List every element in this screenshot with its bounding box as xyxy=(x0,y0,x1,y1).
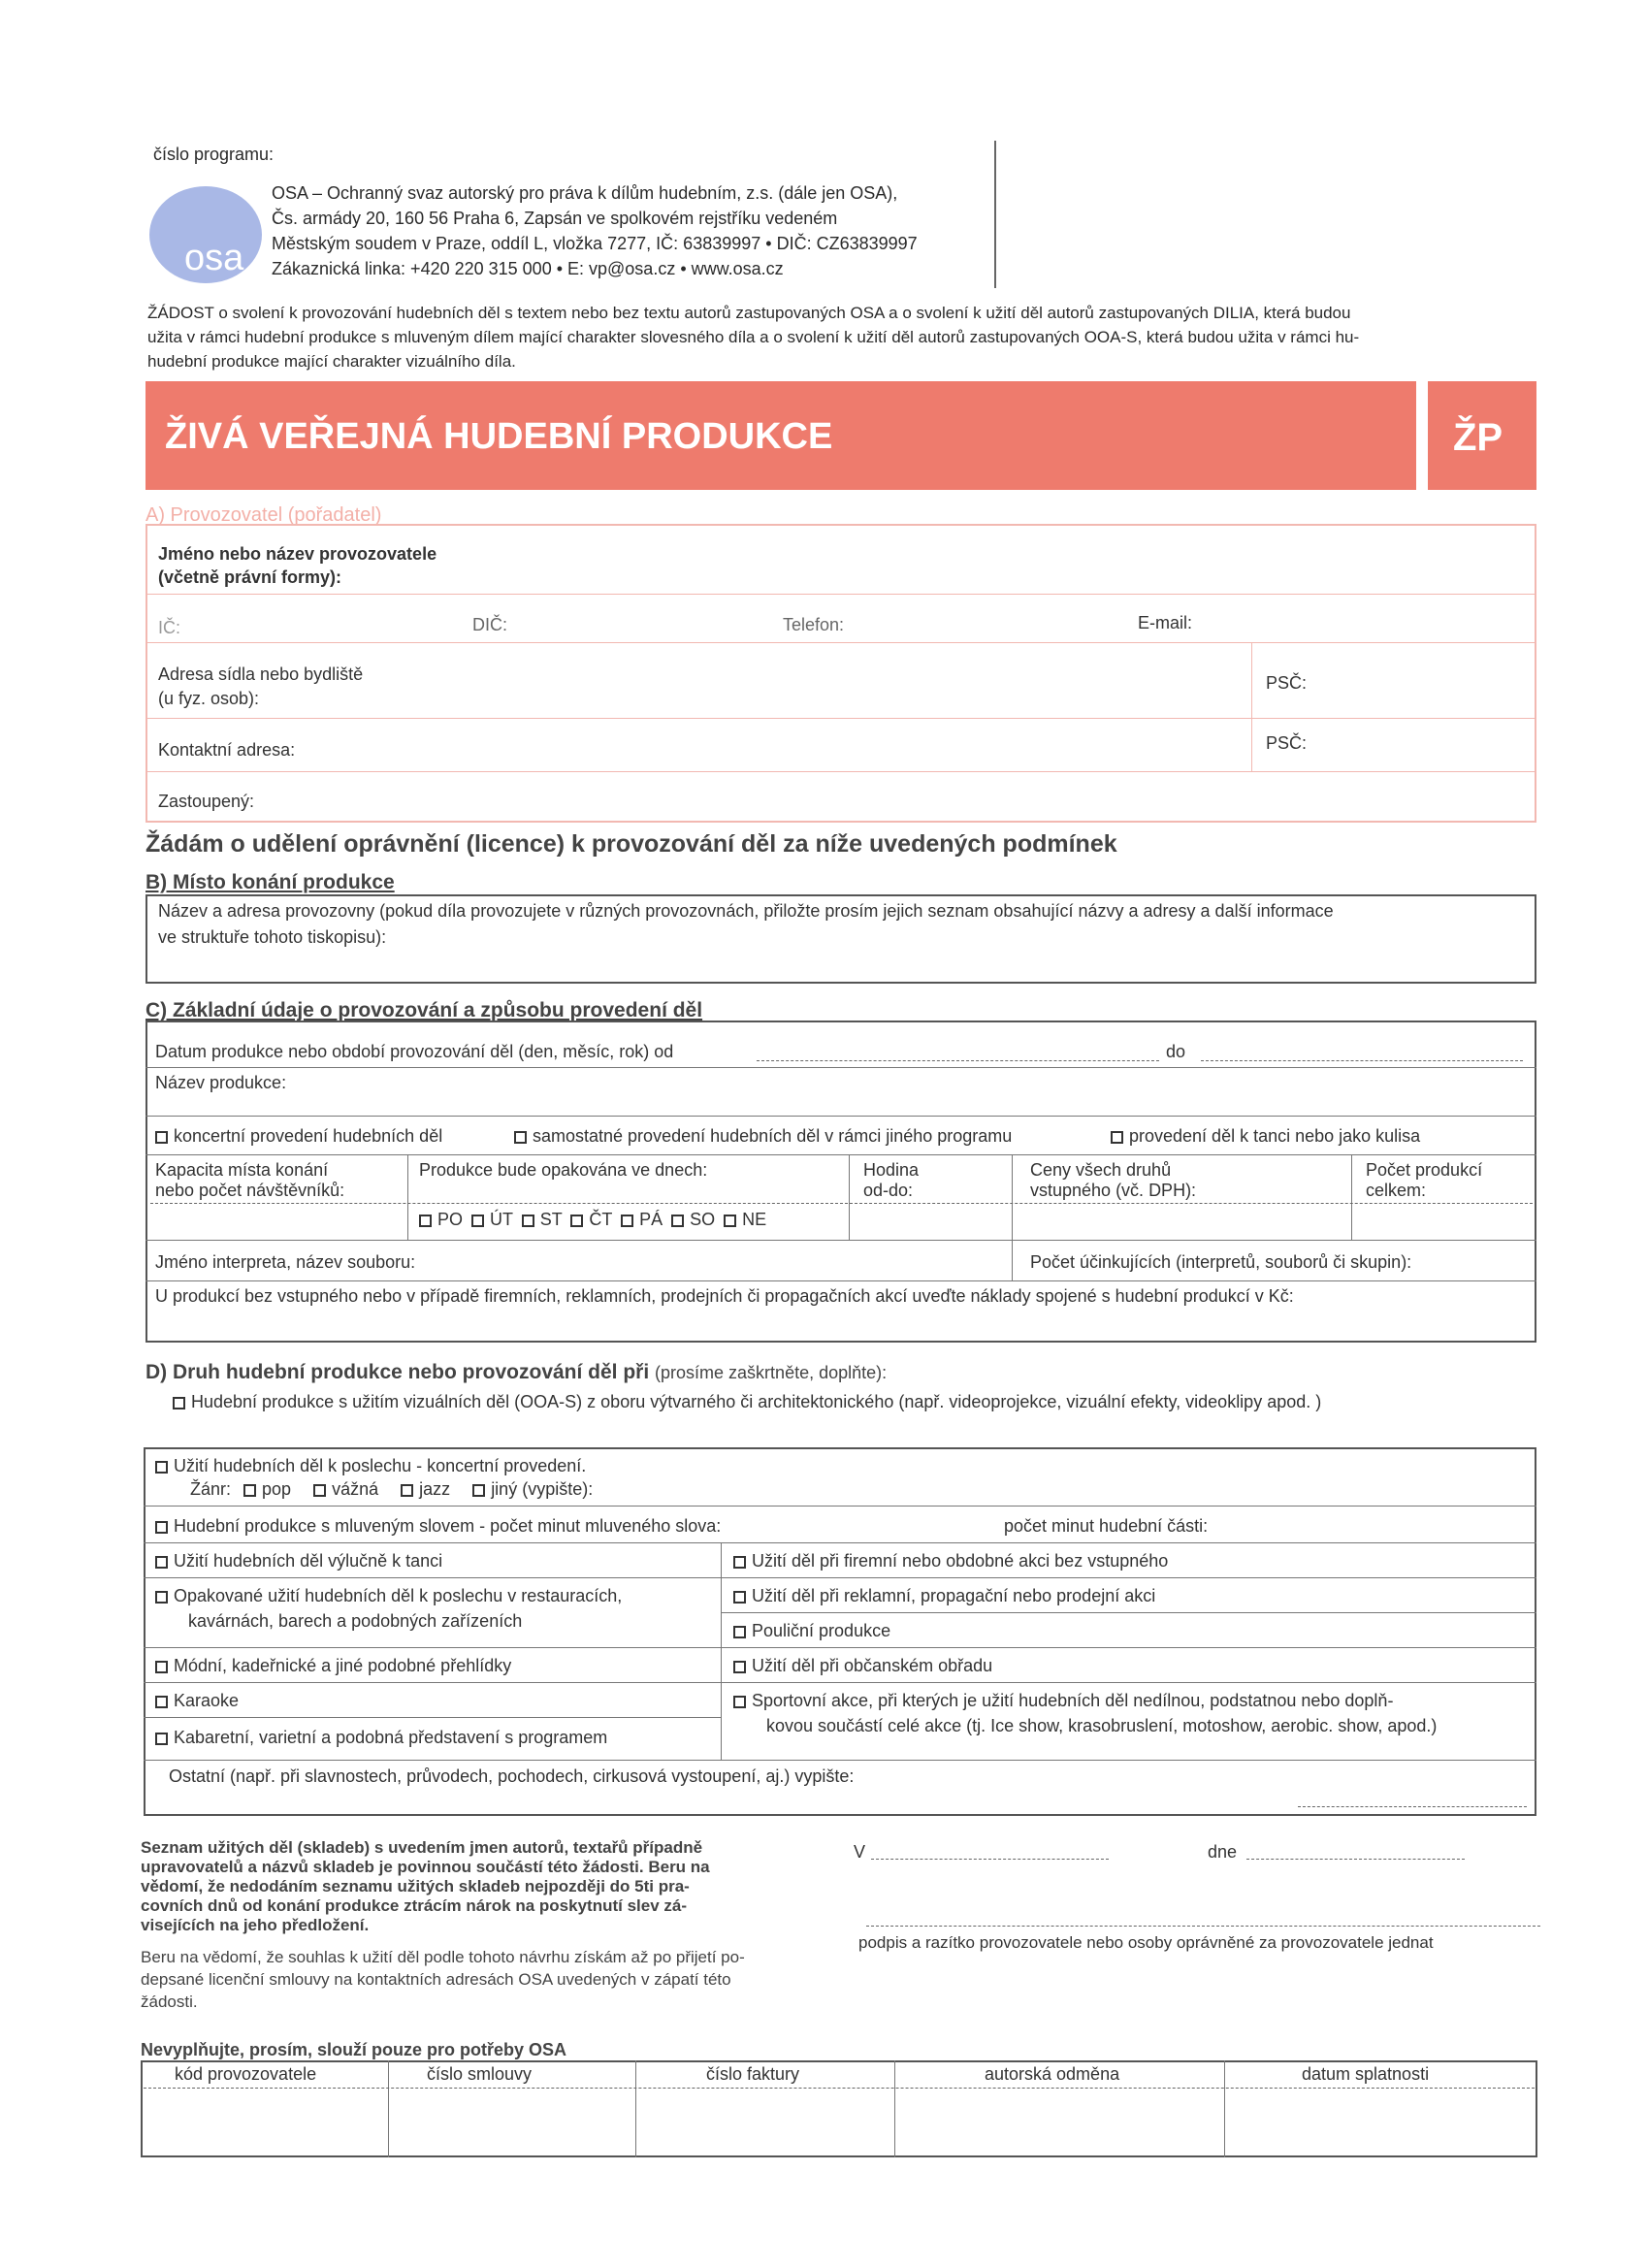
col-line xyxy=(407,1154,408,1240)
checkbox-po[interactable] xyxy=(419,1215,432,1227)
hour-label-2: od-do: xyxy=(863,1181,914,1200)
opt-concert[interactable] xyxy=(155,1125,442,1147)
row-line xyxy=(144,1577,1536,1578)
price-label-2: vstupného (vč. DPH): xyxy=(1030,1181,1197,1200)
checkbox[interactable] xyxy=(155,1461,168,1474)
row-line xyxy=(146,1240,1536,1241)
office-col-invoice-number: číslo faktury xyxy=(706,2064,800,2084)
opt-dance-label: provedení děl k tanci nebo jako kulisa xyxy=(1129,1126,1421,1146)
day-pa: PÁ xyxy=(639,1210,663,1229)
costs-label: U produkcí bez vstupného nebo v případě firemních, reklamních, prodejních či propagačních akcí uveďte náklady spojené s hudební produkcí v Kč: xyxy=(155,1286,1294,1306)
day-ut: ÚT xyxy=(490,1210,513,1229)
row-line xyxy=(146,1067,1536,1068)
row-line xyxy=(146,718,1536,719)
psc-label-2: PSČ: xyxy=(1266,733,1308,753)
logo-text: osa xyxy=(184,238,244,278)
row-line xyxy=(146,771,1536,772)
row-line xyxy=(146,1116,1536,1117)
checkbox[interactable] xyxy=(173,1397,185,1409)
checkbox[interactable] xyxy=(155,1131,168,1144)
agree-line: žádosti. xyxy=(141,1993,198,2011)
request-title: Žádám o udělení oprávnění (licence) k provozování děl za níže uvedených podmínek xyxy=(146,830,1117,858)
opt-dance[interactable] xyxy=(1111,1125,1420,1147)
checkbox[interactable] xyxy=(155,1556,168,1569)
col-line xyxy=(1012,1240,1013,1280)
address-label-2: (u fyz. osob): xyxy=(158,689,260,708)
opt-dance-only-label: Užití hudebních děl výlučně k tanci xyxy=(174,1551,443,1571)
genre-jazz: jazz xyxy=(419,1479,451,1499)
opt-fashion[interactable] xyxy=(155,1655,511,1676)
represented-label: Zastoupený: xyxy=(158,792,255,811)
col-line xyxy=(721,1542,722,1760)
genre-other: jiný (vypište): xyxy=(491,1479,594,1499)
hour-label: Hodina xyxy=(863,1160,920,1180)
list-line: Seznam užitých děl (skladeb) s uvedením jmen autorů, textařů případně xyxy=(141,1838,703,1857)
col-line xyxy=(894,2060,895,2157)
address-label: Adresa sídla nebo bydliště xyxy=(158,664,364,684)
opt-sport-label: Sportovní akce, při kterých je užití hudebních děl nedílnou, podstatnou nebo doplň- xyxy=(752,1691,1394,1710)
checkbox-pa[interactable] xyxy=(621,1215,633,1227)
venue-label: Název a adresa provozovny (pokud díla provozujete v různých provozovnách, přiložte prosím jejich seznam obsahující názvy a adresy a další informace xyxy=(158,901,1334,921)
col-line xyxy=(635,2060,636,2157)
intro-line: užita v rámci hudební produkce s mluveným dílem mající charakter slovesného díla a o svolení k užití děl autorů zastupovaných OOA-S, která budou užita v rámci hu- xyxy=(147,328,1360,346)
opt-repeated[interactable] xyxy=(155,1585,622,1606)
list-line: vědomí, že nedodáním seznamu užitých skladeb nejpozději do 5ti pra- xyxy=(141,1877,690,1895)
row-line xyxy=(144,1717,721,1718)
opt-dance-only[interactable] xyxy=(155,1550,442,1571)
opt-civil[interactable] xyxy=(733,1655,992,1676)
opt-corporate[interactable] xyxy=(733,1550,1168,1571)
repeat-days-label: Produkce bude opakována ve dnech: xyxy=(419,1160,708,1180)
checkbox[interactable] xyxy=(514,1131,527,1144)
org-line: Zákaznická linka: +420 220 315 000 • E: vp@osa.cz • www.osa.cz xyxy=(272,259,784,278)
ic-label: IČ: xyxy=(158,618,181,637)
col-line xyxy=(1224,2060,1225,2157)
row-dash xyxy=(144,2088,1535,2089)
office-col-due-date: datum splatnosti xyxy=(1302,2064,1430,2084)
opt-listen[interactable] xyxy=(155,1455,586,1476)
section-d-title xyxy=(146,1361,887,1384)
checkbox-ne[interactable] xyxy=(724,1215,736,1227)
section-c-title: C) Základní údaje o provozování a způsobu provedení děl xyxy=(146,999,703,1021)
opt-corporate-label: Užití děl při firemní nebo obdobné akci bez vstupného xyxy=(752,1551,1169,1571)
row-line xyxy=(146,1154,1536,1155)
row-dash xyxy=(150,1203,1533,1204)
row-line xyxy=(144,1682,1536,1683)
banner xyxy=(146,381,1416,490)
office-col-royalty: autorská odměna xyxy=(985,2064,1120,2084)
col-line xyxy=(388,2060,389,2157)
checkbox[interactable] xyxy=(733,1626,746,1638)
phone-label: Telefon: xyxy=(783,615,845,634)
office-col-contract-number: číslo smlouvy xyxy=(427,2064,533,2084)
date-label: Datum produkce nebo období provozování děl (den, měsíc, rok) od xyxy=(155,1042,674,1061)
opt-fashion-label: Módní, kadeřnické a jiné podobné přehlídky xyxy=(174,1656,512,1675)
banner-code: ŽP xyxy=(1453,416,1504,459)
checkbox[interactable] xyxy=(1111,1131,1123,1144)
date-label-footer: dne xyxy=(1208,1842,1238,1862)
day-ne: NE xyxy=(742,1210,767,1229)
opt-advert-label: Užití děl při reklamní, propagační nebo prodejní akci xyxy=(752,1586,1156,1605)
opt-spoken-label: Hudební produkce s mluveným slovem - počet minut mluveného slova: xyxy=(174,1516,722,1536)
osa-logo xyxy=(147,184,266,285)
list-line: covních dnů od konání produkce ztrácím nárok na poskytnutí slev zá- xyxy=(141,1896,688,1915)
date-to-label: do xyxy=(1166,1042,1186,1061)
agree-notice xyxy=(141,1946,839,2013)
music-minutes-label: počet minut hudební části: xyxy=(1004,1516,1209,1536)
other-fill-line xyxy=(1298,1806,1527,1807)
banner-code-box xyxy=(1428,381,1536,490)
capacity-label: Kapacita místa konání xyxy=(155,1160,329,1180)
row-line xyxy=(146,1280,1536,1281)
section-d-title-text: D) Druh hudební produkce nebo provozování děl při xyxy=(146,1361,650,1383)
office-col-operator-code: kód provozovatele xyxy=(175,2064,317,2084)
other-label: Ostatní (např. při slavnostech, průvodech, pochodech, cirkusová vystoupení, aj.) vypište: xyxy=(169,1766,855,1786)
day-so: SO xyxy=(690,1210,716,1229)
count-label-2: celkem: xyxy=(1366,1181,1427,1200)
genre-label: Žánr: xyxy=(190,1479,232,1499)
checkbox-so[interactable] xyxy=(671,1215,684,1227)
participants-label: Počet účinkujících (interpretů, souborů či skupin): xyxy=(1030,1252,1412,1272)
signature-label: podpis a razítko provozovatele nebo osoby oprávněné za provozovatele jednat xyxy=(858,1933,1434,1952)
checkbox-classical[interactable] xyxy=(313,1484,326,1497)
agree-line: depsané licenční smlouvy na kontaktních adresách OSA uvedených v zápatí této xyxy=(141,1970,731,1989)
checkbox[interactable] xyxy=(155,1521,168,1534)
org-info xyxy=(272,180,1009,281)
section-d-note: (prosíme zaškrtněte, doplňte): xyxy=(655,1363,888,1382)
org-line: Městským soudem v Praze, oddíl L, vložka 7277, IČ: 63839997 • DIČ: CZ63839997 xyxy=(272,234,918,253)
checkbox-st[interactable] xyxy=(522,1215,534,1227)
list-line: upravovatelů a názvů skladeb je povinnou součástí této žádosti. Beru na xyxy=(141,1858,710,1876)
email-label: E-mail: xyxy=(1138,613,1193,632)
row-line xyxy=(144,1647,1536,1648)
operator-name-label-2: (včetně právní formy): xyxy=(158,567,342,587)
row-line xyxy=(146,642,1536,643)
opt-listen-label: Užití hudebních děl k poslechu - koncertní provedení. xyxy=(174,1456,587,1475)
dic-label: DIČ: xyxy=(472,615,507,634)
agree-line: Beru na vědomí, že souhlas k užití děl podle tohoto návrhu získám až po přijetí po- xyxy=(141,1948,745,1966)
row-line xyxy=(144,1506,1536,1507)
date-from-line xyxy=(757,1060,1159,1061)
day-ct: ČT xyxy=(589,1210,613,1229)
day-st: ST xyxy=(539,1210,563,1229)
count-label: Počet produkcí xyxy=(1366,1160,1483,1180)
price-label: Ceny všech druhů xyxy=(1030,1160,1172,1180)
col-line xyxy=(1351,1154,1352,1240)
opt-cabaret-label: Kabaretní, varietní a podobná představení s programem xyxy=(174,1728,608,1747)
list-line: visejících na jeho předložení. xyxy=(141,1916,370,1934)
opt-standalone[interactable] xyxy=(514,1125,1012,1147)
banner-title: ŽIVÁ VEŘEJNÁ HUDEBNÍ PRODUKCE xyxy=(165,416,833,457)
opt-sport-label-2: kovou součástí celé akce (tj. Ice show, krasobruslení, motoshow, aerobic. show, apod.) xyxy=(766,1716,1438,1735)
checkbox[interactable] xyxy=(155,1696,168,1708)
opt-repeated-label: Opakované užití hudebních děl k poslechu v restauracích, xyxy=(174,1586,623,1605)
opt-advert[interactable] xyxy=(733,1585,1155,1606)
opt-visual-label: Hudební produkce s užitím vizuálních děl (OOA-S) z oboru výtvarného či architektonického (např. videoprojekce, vizuální efekty, videoklipy apod. ) xyxy=(191,1392,1322,1411)
performer-label: Jméno interpreta, název souboru: xyxy=(155,1252,416,1272)
section-b-title: B) Místo konání produkce xyxy=(146,871,395,893)
intro-text xyxy=(147,301,1544,373)
capacity-label-2: nebo počet návštěvníků: xyxy=(155,1181,345,1200)
checkbox-ct[interactable] xyxy=(570,1215,583,1227)
checkbox-other-genre[interactable] xyxy=(472,1484,485,1497)
opt-standalone-label: samostatné provedení hudebních děl v rámci jiného programu xyxy=(533,1126,1013,1146)
psc-label: PSČ: xyxy=(1266,673,1308,693)
checkbox[interactable] xyxy=(733,1556,746,1569)
genre-pop: pop xyxy=(262,1479,292,1499)
org-line: Čs. armády 20, 160 56 Praha 6, Zapsán ve spolkovém rejstříku vedeném xyxy=(272,209,838,228)
checkbox-jazz[interactable] xyxy=(401,1484,413,1497)
opt-sport[interactable] xyxy=(733,1690,1393,1711)
date-to-line xyxy=(1201,1060,1523,1061)
opt-karaoke-label: Karaoke xyxy=(174,1691,240,1710)
opt-concert-label: koncertní provedení hudebních děl xyxy=(174,1126,443,1146)
intro-line: hudební produkce mající charakter vizuálního díla. xyxy=(147,352,516,371)
contact-address-label: Kontaktní adresa: xyxy=(158,740,296,760)
opt-street[interactable] xyxy=(733,1620,890,1641)
genre-row xyxy=(190,1478,593,1500)
header-divider xyxy=(994,141,996,288)
date-line[interactable] xyxy=(1246,1859,1465,1860)
production-name-label: Název produkce: xyxy=(155,1073,287,1092)
col-line xyxy=(1251,642,1252,771)
checkbox[interactable] xyxy=(155,1661,168,1673)
opt-street-label: Pouliční produkce xyxy=(752,1621,891,1640)
col-line xyxy=(1012,1154,1013,1240)
opt-karaoke[interactable] xyxy=(155,1690,239,1711)
checkbox-pop[interactable] xyxy=(243,1484,256,1497)
row-line xyxy=(144,1542,1536,1543)
place-label: V xyxy=(854,1842,866,1862)
intro-line: ŽÁDOST o svolení k provozování hudebních děl s textem nebo bez textu autorů zastupovaných OSA a o svolení k užití děl autorů zastupovaných DILIA, která budou xyxy=(147,304,1351,322)
section-a-title: A) Provozovatel (pořadatel) xyxy=(146,504,382,526)
checkbox[interactable] xyxy=(155,1733,168,1745)
checkbox[interactable] xyxy=(733,1591,746,1604)
opt-visual[interactable] xyxy=(173,1391,1321,1412)
signature-line[interactable] xyxy=(866,1926,1540,1927)
place-line[interactable] xyxy=(871,1859,1109,1860)
checkbox[interactable] xyxy=(155,1591,168,1604)
genre-classical: vážná xyxy=(332,1479,379,1499)
opt-repeated-label-2: kavárnách, barech a podobných zařízeních xyxy=(188,1611,523,1631)
opt-civil-label: Užití děl při občanském obřadu xyxy=(752,1656,993,1675)
col-line xyxy=(849,1154,850,1240)
row-line xyxy=(144,1760,1536,1761)
org-line: OSA – Ochranný svaz autorský pro práva k dílům hudebním, z.s. (dále jen OSA), xyxy=(272,183,898,203)
checkbox[interactable] xyxy=(733,1661,746,1673)
checkbox[interactable] xyxy=(733,1696,746,1708)
row-line xyxy=(721,1612,1536,1613)
opt-cabaret[interactable] xyxy=(155,1727,607,1748)
program-number-label: číslo programu: xyxy=(153,145,275,164)
day-po: PO xyxy=(437,1210,464,1229)
venue-label-2: ve struktuře tohoto tiskopisu): xyxy=(158,927,387,947)
operator-name-label: Jméno nebo název provozovatele xyxy=(158,544,437,564)
opt-spoken[interactable] xyxy=(155,1515,721,1537)
checkbox-ut[interactable] xyxy=(471,1215,484,1227)
office-title: Nevyplňujte, prosím, slouží pouze pro potřeby OSA xyxy=(141,2040,567,2059)
list-notice xyxy=(141,1838,820,1935)
row-line xyxy=(146,594,1536,595)
day-checkboxes xyxy=(419,1209,766,1230)
